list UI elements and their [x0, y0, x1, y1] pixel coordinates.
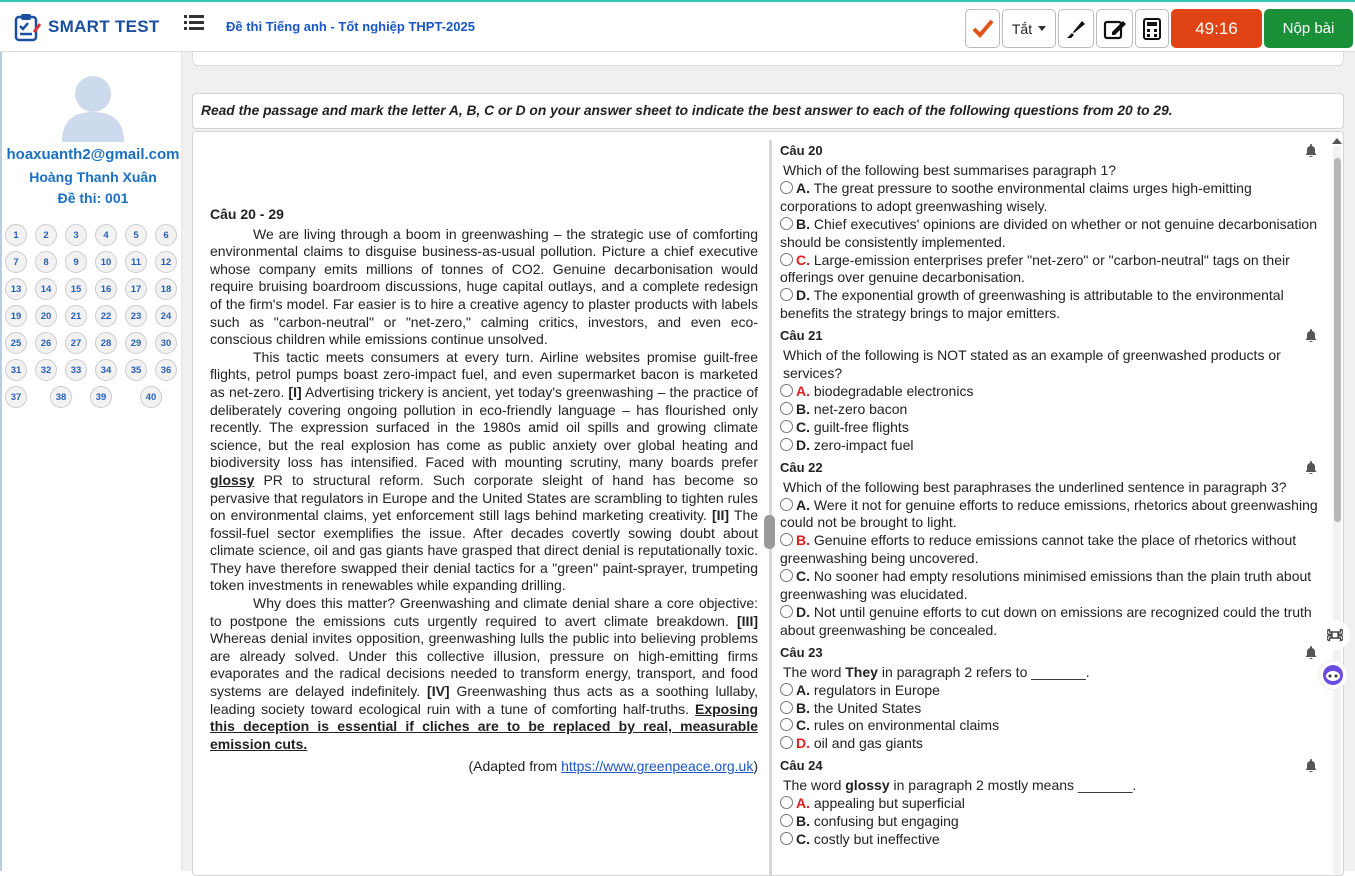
- question-nav-23[interactable]: 23: [125, 305, 147, 327]
- question-stem: [783, 479, 1320, 497]
- sidebar: [0, 52, 182, 871]
- question-nav-11[interactable]: 11: [125, 251, 147, 273]
- radio-button[interactable]: [780, 701, 793, 714]
- question-nav-10[interactable]: 10: [95, 251, 117, 273]
- question-nav-36[interactable]: 36: [155, 359, 177, 381]
- p2-text-b: Advertising trickery is ancient, yet today's greenwashing – the practice of deliberately covering ongoing pollution in eco-friendly language – has flourished only recently. The expression surfaced in the 1980s amid oil spills and growing climate science, but the real explosion has come as public anxiety over global heating and biodiversity loss has intensified. Faced with mounting scrutiny, many boards prefer: [210, 383, 758, 471]
- radio-button[interactable]: [780, 718, 793, 731]
- option-text: Large-emission enterprises prefer "net-zero" or "carbon-neutral" tags on their offerings over genuine decarbonisation.: [780, 251, 1290, 286]
- radio-button[interactable]: [780, 402, 793, 415]
- radio-button[interactable]: [780, 796, 793, 809]
- p3-text-a: Why does this matter? Greenwashing and climate denial share a core objective: to postpone the emissions cuts urgently required to avert climate breakdown.: [210, 595, 758, 629]
- caret-down-icon: [1038, 26, 1046, 31]
- question-nav-27[interactable]: 27: [65, 332, 87, 354]
- answer-option[interactable]: [780, 735, 1320, 753]
- option-text: costly but ineffective: [813, 831, 940, 847]
- calculator-icon: [1143, 18, 1161, 40]
- question-stem: [783, 347, 1320, 383]
- instruction-box: Read the passage and mark the letter A, B, C or D on your answer sheet to indicate the best answer to each of the following questions from 20 to 29.: [192, 93, 1344, 129]
- option-text: appealing but superficial: [813, 795, 965, 812]
- question-nav-31[interactable]: 31: [5, 359, 27, 381]
- question-nav-37[interactable]: 37: [5, 386, 27, 408]
- question-nav-16[interactable]: 16: [95, 278, 117, 300]
- question-nav-13[interactable]: 13: [5, 278, 27, 300]
- question-number: Câu 22: [780, 459, 823, 475]
- radio-button[interactable]: [780, 181, 793, 194]
- option-letter: D.: [796, 436, 810, 453]
- question-nav-38[interactable]: 38: [50, 386, 72, 408]
- content-panel: [192, 131, 1344, 876]
- question-nav-19[interactable]: 19: [5, 305, 27, 327]
- question-nav-8[interactable]: 8: [35, 251, 57, 273]
- answer-option[interactable]: [780, 401, 1320, 419]
- question-label: [780, 757, 1320, 775]
- p3-text-b: Whereas denial invites opposition, greenwashing lulls the public into believing problems are already solved. Under this collective illusion, pressure on high-emitting firms evaporates and the radical decisions needed to transform energy, transport, and food systems are delayed indefinitely.: [210, 630, 758, 700]
- user-email: hoaxuanth2@gmail.com: [6, 146, 180, 163]
- assistant-bot-icon[interactable]: [1318, 660, 1348, 690]
- radio-button[interactable]: [780, 736, 793, 749]
- stem-text: Which of the following is NOT stated as an example of greenwashed products or services?: [783, 347, 1281, 382]
- answer-option[interactable]: [780, 831, 1320, 849]
- option-letter: A.: [796, 382, 810, 399]
- option-text: the United States: [813, 699, 922, 716]
- option-letter: B.: [796, 813, 810, 830]
- option-letter: A.: [796, 179, 810, 196]
- stem-text-end: in paragraph 2 refers to _______.: [881, 663, 1090, 680]
- question-nav-35[interactable]: 35: [125, 359, 147, 381]
- stem-keyword: glossy: [845, 777, 890, 794]
- option-text: The exponential growth of greenwashing is attributable to the environmental benefits the strategy brings to major emitters.: [780, 287, 1284, 322]
- answer-option[interactable]: [780, 497, 1320, 533]
- paragraph-1: We are living through a boom in greenwashing – the strategic use of comforting environmental claims to disguise business-as-usual pollution. Picture a chief executive whose company emits millions of tonnes of CO2. Genuine decarbonisation would require bruising boardroom discussions, huge capital outlays, and a complete redesign of the firm's model. Far easier is to hire a creative agency to plaster products with labels such as "carbon-neutral" or "net-zero," calming critics, investors, and even eco-conscious children while emissions continue unsolved.: [210, 225, 758, 348]
- marker-3: [III]: [737, 612, 758, 629]
- app-name: SMART TEST: [48, 17, 160, 36]
- test-clipboard-icon: [12, 12, 42, 42]
- paragraph-3: [210, 595, 758, 753]
- option-text: rules on environmental claims: [813, 717, 1000, 734]
- option-text: confusing but engaging: [813, 813, 959, 830]
- option-text: Not until genuine efforts to cut down on emissions are recognized could the truth about greenwashing be concealed.: [780, 603, 1312, 638]
- font-mode-value: Tắt: [1011, 20, 1033, 37]
- question-nav-15[interactable]: 15: [65, 278, 87, 300]
- top-bar: [0, 0, 1355, 52]
- radio-button[interactable]: [780, 498, 793, 511]
- radio-button[interactable]: [780, 438, 793, 451]
- question-nav-39[interactable]: 39: [90, 386, 112, 408]
- option-letter: C.: [796, 568, 810, 585]
- question-nav-18[interactable]: 18: [155, 278, 177, 300]
- option-letter: D.: [796, 735, 810, 752]
- menu-list-icon[interactable]: [184, 14, 204, 32]
- question-nav-17[interactable]: 17: [125, 278, 147, 300]
- question-label: [780, 327, 1320, 345]
- radio-button[interactable]: [780, 569, 793, 582]
- question-nav-5[interactable]: 5: [125, 224, 147, 246]
- option-letter: B.: [796, 699, 810, 716]
- radio-button[interactable]: [780, 288, 793, 301]
- highlighter-button[interactable]: [1058, 9, 1094, 48]
- question-nav-4[interactable]: 4: [95, 224, 117, 246]
- answer-option[interactable]: [780, 419, 1320, 437]
- option-letter: A.: [796, 795, 810, 812]
- option-letter: B.: [796, 215, 810, 232]
- question-nav-9[interactable]: 9: [65, 251, 87, 273]
- question-nav-3[interactable]: 3: [65, 224, 87, 246]
- question-stem: [783, 777, 1320, 795]
- question-label: [780, 142, 1320, 160]
- option-text: Chief executives' opinions are divided on whether or not genuine decarbonisation should be consistently implemented.: [780, 215, 1318, 250]
- option-text: The great pressure to soothe environmental claims urges high-emitting corporations to adopt greenwashing wisely.: [780, 179, 1252, 214]
- question-label: [780, 459, 1320, 477]
- exam-title: Đề thi Tiếng anh - Tốt nghiệp THPT-2025: [226, 19, 475, 34]
- app-logo[interactable]: [12, 12, 160, 42]
- top-panel-edge: [192, 52, 1344, 66]
- p2-text-a: This tactic meets consumers at every turn. Airline websites promise guilt-free flights, petrol pumps boast zero-impact fuel, and even supermarket bacon is marketed as net-zero.: [210, 348, 758, 400]
- answer-option[interactable]: [780, 813, 1320, 831]
- answer-option[interactable]: [780, 383, 1320, 401]
- option-letter: C.: [796, 418, 810, 435]
- option-text: zero-impact fuel: [813, 436, 914, 453]
- questions-panel: [780, 138, 1320, 849]
- question-nav-34[interactable]: 34: [95, 359, 117, 381]
- question-nav-32[interactable]: 32: [35, 359, 57, 381]
- question-label: [780, 644, 1320, 662]
- option-text: net-zero bacon: [813, 400, 908, 417]
- option-letter: B.: [796, 400, 810, 417]
- radio-button[interactable]: [780, 832, 793, 845]
- bell-icon[interactable]: [1305, 461, 1317, 474]
- highlighter-icon: [1065, 18, 1087, 40]
- question-number: Câu 21: [780, 328, 823, 344]
- question-nav-14[interactable]: 14: [35, 278, 57, 300]
- answer-option[interactable]: [780, 437, 1320, 455]
- note-edit-button[interactable]: [1096, 9, 1133, 48]
- question-stem: [783, 162, 1320, 180]
- option-letter: B.: [796, 532, 810, 549]
- scroll-up-icon[interactable]: [1332, 138, 1342, 144]
- option-text: Were it not for genuine efforts to reduce emissions, rhetorics about greenwashing could not be brought to light.: [780, 496, 1318, 531]
- split-divider: [769, 140, 772, 876]
- stem-text: Which of the following best summarises paragraph 1?: [783, 162, 1117, 178]
- reading-passage: [210, 206, 758, 776]
- font-mode-dropdown[interactable]: [1002, 9, 1056, 48]
- stem-text: The word: [783, 777, 842, 794]
- question-nav-1[interactable]: 1: [5, 224, 27, 246]
- bell-icon[interactable]: [1305, 759, 1317, 772]
- option-text: guilt-free flights: [813, 418, 909, 435]
- passage-source: [210, 758, 758, 776]
- source-link[interactable]: https://www.greenpeace.org.uk: [561, 758, 754, 775]
- question-stem: [783, 664, 1320, 682]
- question-number: Câu 24: [780, 758, 823, 774]
- radio-button[interactable]: [780, 533, 793, 546]
- question-nav-30[interactable]: 30: [155, 332, 177, 354]
- bell-icon[interactable]: [1305, 144, 1317, 157]
- question-nav-21[interactable]: 21: [65, 305, 87, 327]
- question-nav-2[interactable]: 2: [35, 224, 57, 246]
- check-button[interactable]: [965, 9, 1000, 48]
- main-area: [182, 52, 1355, 871]
- question-nav-24[interactable]: 24: [155, 305, 177, 327]
- option-letter: C.: [796, 831, 810, 847]
- question-nav-40[interactable]: 40: [140, 386, 162, 408]
- answer-option[interactable]: [780, 568, 1320, 604]
- question-nav-25[interactable]: 25: [5, 332, 27, 354]
- p2-text-d: The fossil-fuel sector exemplifies the issue. After decades covertly sowing doubt about climate science, oil and gas giants have grasped that direct denial is reputationally toxic. They have therefore swapped their denial tactics for a "green" paint-sprayer, trumpeting token investments in renewables while expanding drilling.: [210, 507, 759, 594]
- option-letter: A.: [796, 496, 810, 513]
- question-nav-33[interactable]: 33: [65, 359, 87, 381]
- word-glossy: glossy: [210, 471, 255, 488]
- question-nav-22[interactable]: 22: [95, 305, 117, 327]
- question-nav-12[interactable]: 12: [155, 251, 177, 273]
- p3-text-c: Greenwashing thus acts as a soothing lullaby, leading society toward ecological ruin with a tune of comforting half-truths.: [210, 683, 759, 717]
- answer-option[interactable]: [780, 700, 1320, 718]
- answer-option[interactable]: [780, 252, 1320, 288]
- question-nav-6[interactable]: 6: [155, 224, 177, 246]
- answer-option[interactable]: [780, 795, 1320, 813]
- answer-option[interactable]: [780, 717, 1320, 735]
- radio-button[interactable]: [780, 420, 793, 433]
- question-nav-28[interactable]: 28: [95, 332, 117, 354]
- radio-button[interactable]: [780, 814, 793, 827]
- option-text: oil and gas giants: [813, 735, 923, 752]
- radio-button[interactable]: [780, 217, 793, 230]
- submit-button[interactable]: Nộp bài: [1264, 9, 1353, 48]
- marker-2: [II]: [711, 507, 730, 524]
- answer-option[interactable]: [780, 682, 1320, 700]
- answer-option[interactable]: [780, 216, 1320, 252]
- option-letter: D.: [796, 603, 810, 620]
- exam-code: Đề thi: 001: [57, 190, 129, 206]
- answer-option[interactable]: [780, 180, 1320, 216]
- radio-button[interactable]: [780, 683, 793, 696]
- stem-keyword: They: [845, 663, 878, 680]
- answer-option[interactable]: [780, 287, 1320, 323]
- stem-text: The word: [783, 663, 842, 680]
- countdown-timer: 49:16: [1171, 9, 1262, 48]
- option-letter: A.: [796, 681, 810, 698]
- split-drag-handle[interactable]: [764, 515, 775, 549]
- question-nav-20[interactable]: 20: [35, 305, 57, 327]
- bell-icon[interactable]: [1305, 646, 1317, 659]
- edit-note-icon: [1103, 18, 1127, 40]
- question-nav-7[interactable]: 7: [5, 251, 27, 273]
- option-text: Genuine efforts to reduce emissions cannot take the place of rhetorics without greenwashing being uncovered.: [780, 532, 1297, 567]
- question-number: Câu 20: [780, 143, 823, 158]
- marker-4: [IV]: [427, 683, 450, 700]
- radio-button[interactable]: [780, 384, 793, 397]
- calculator-button[interactable]: [1135, 9, 1169, 48]
- user-name: Hoàng Thanh Xuân: [29, 169, 157, 185]
- scrollbar-thumb[interactable]: [1334, 158, 1341, 522]
- marker-1: [I]: [288, 383, 302, 400]
- question-number: Câu 23: [780, 644, 823, 660]
- option-letter: C.: [796, 717, 810, 734]
- source-prefix: (Adapted from: [468, 758, 558, 775]
- source-suffix: ): [753, 758, 758, 775]
- option-text: No sooner had empty resolutions minimised emissions than the plain truth about greenwashing was elucidated.: [780, 568, 1312, 603]
- option-text: biodegradable electronics: [813, 382, 974, 399]
- bell-icon[interactable]: [1305, 329, 1317, 342]
- passage-title: Câu 20 - 29: [210, 206, 284, 222]
- stem-text: Which of the following best paraphrases the underlined sentence in paragraph 3?: [783, 478, 1287, 495]
- underlined-sentence: Exposing this deception is essential if cliches are to be replaced by real, measurable emission cuts.: [210, 700, 759, 752]
- stem-text-end: in paragraph 2 mostly means _______.: [893, 777, 1137, 794]
- question-nav-29[interactable]: 29: [125, 332, 147, 354]
- radio-button[interactable]: [780, 605, 793, 618]
- answer-option[interactable]: [780, 604, 1320, 640]
- p2-text-c: PR to structural reform. Such corporate sleight of hand has become so pervasive that regulators in Europe and the United States are scrambling to tighten rules on environmental claims, yet enforcement still lags behind marketing creativity.: [210, 471, 758, 524]
- paragraph-2: [210, 349, 758, 595]
- avatar: [58, 70, 128, 142]
- checkmark-icon: [972, 19, 994, 39]
- option-letter: D.: [796, 287, 810, 304]
- option-text: regulators in Europe: [813, 681, 940, 698]
- answer-option[interactable]: [780, 532, 1320, 568]
- radio-button[interactable]: [780, 253, 793, 266]
- question-nav-26[interactable]: 26: [35, 332, 57, 354]
- option-letter: C.: [796, 251, 810, 268]
- command-icon[interactable]: [1320, 620, 1350, 650]
